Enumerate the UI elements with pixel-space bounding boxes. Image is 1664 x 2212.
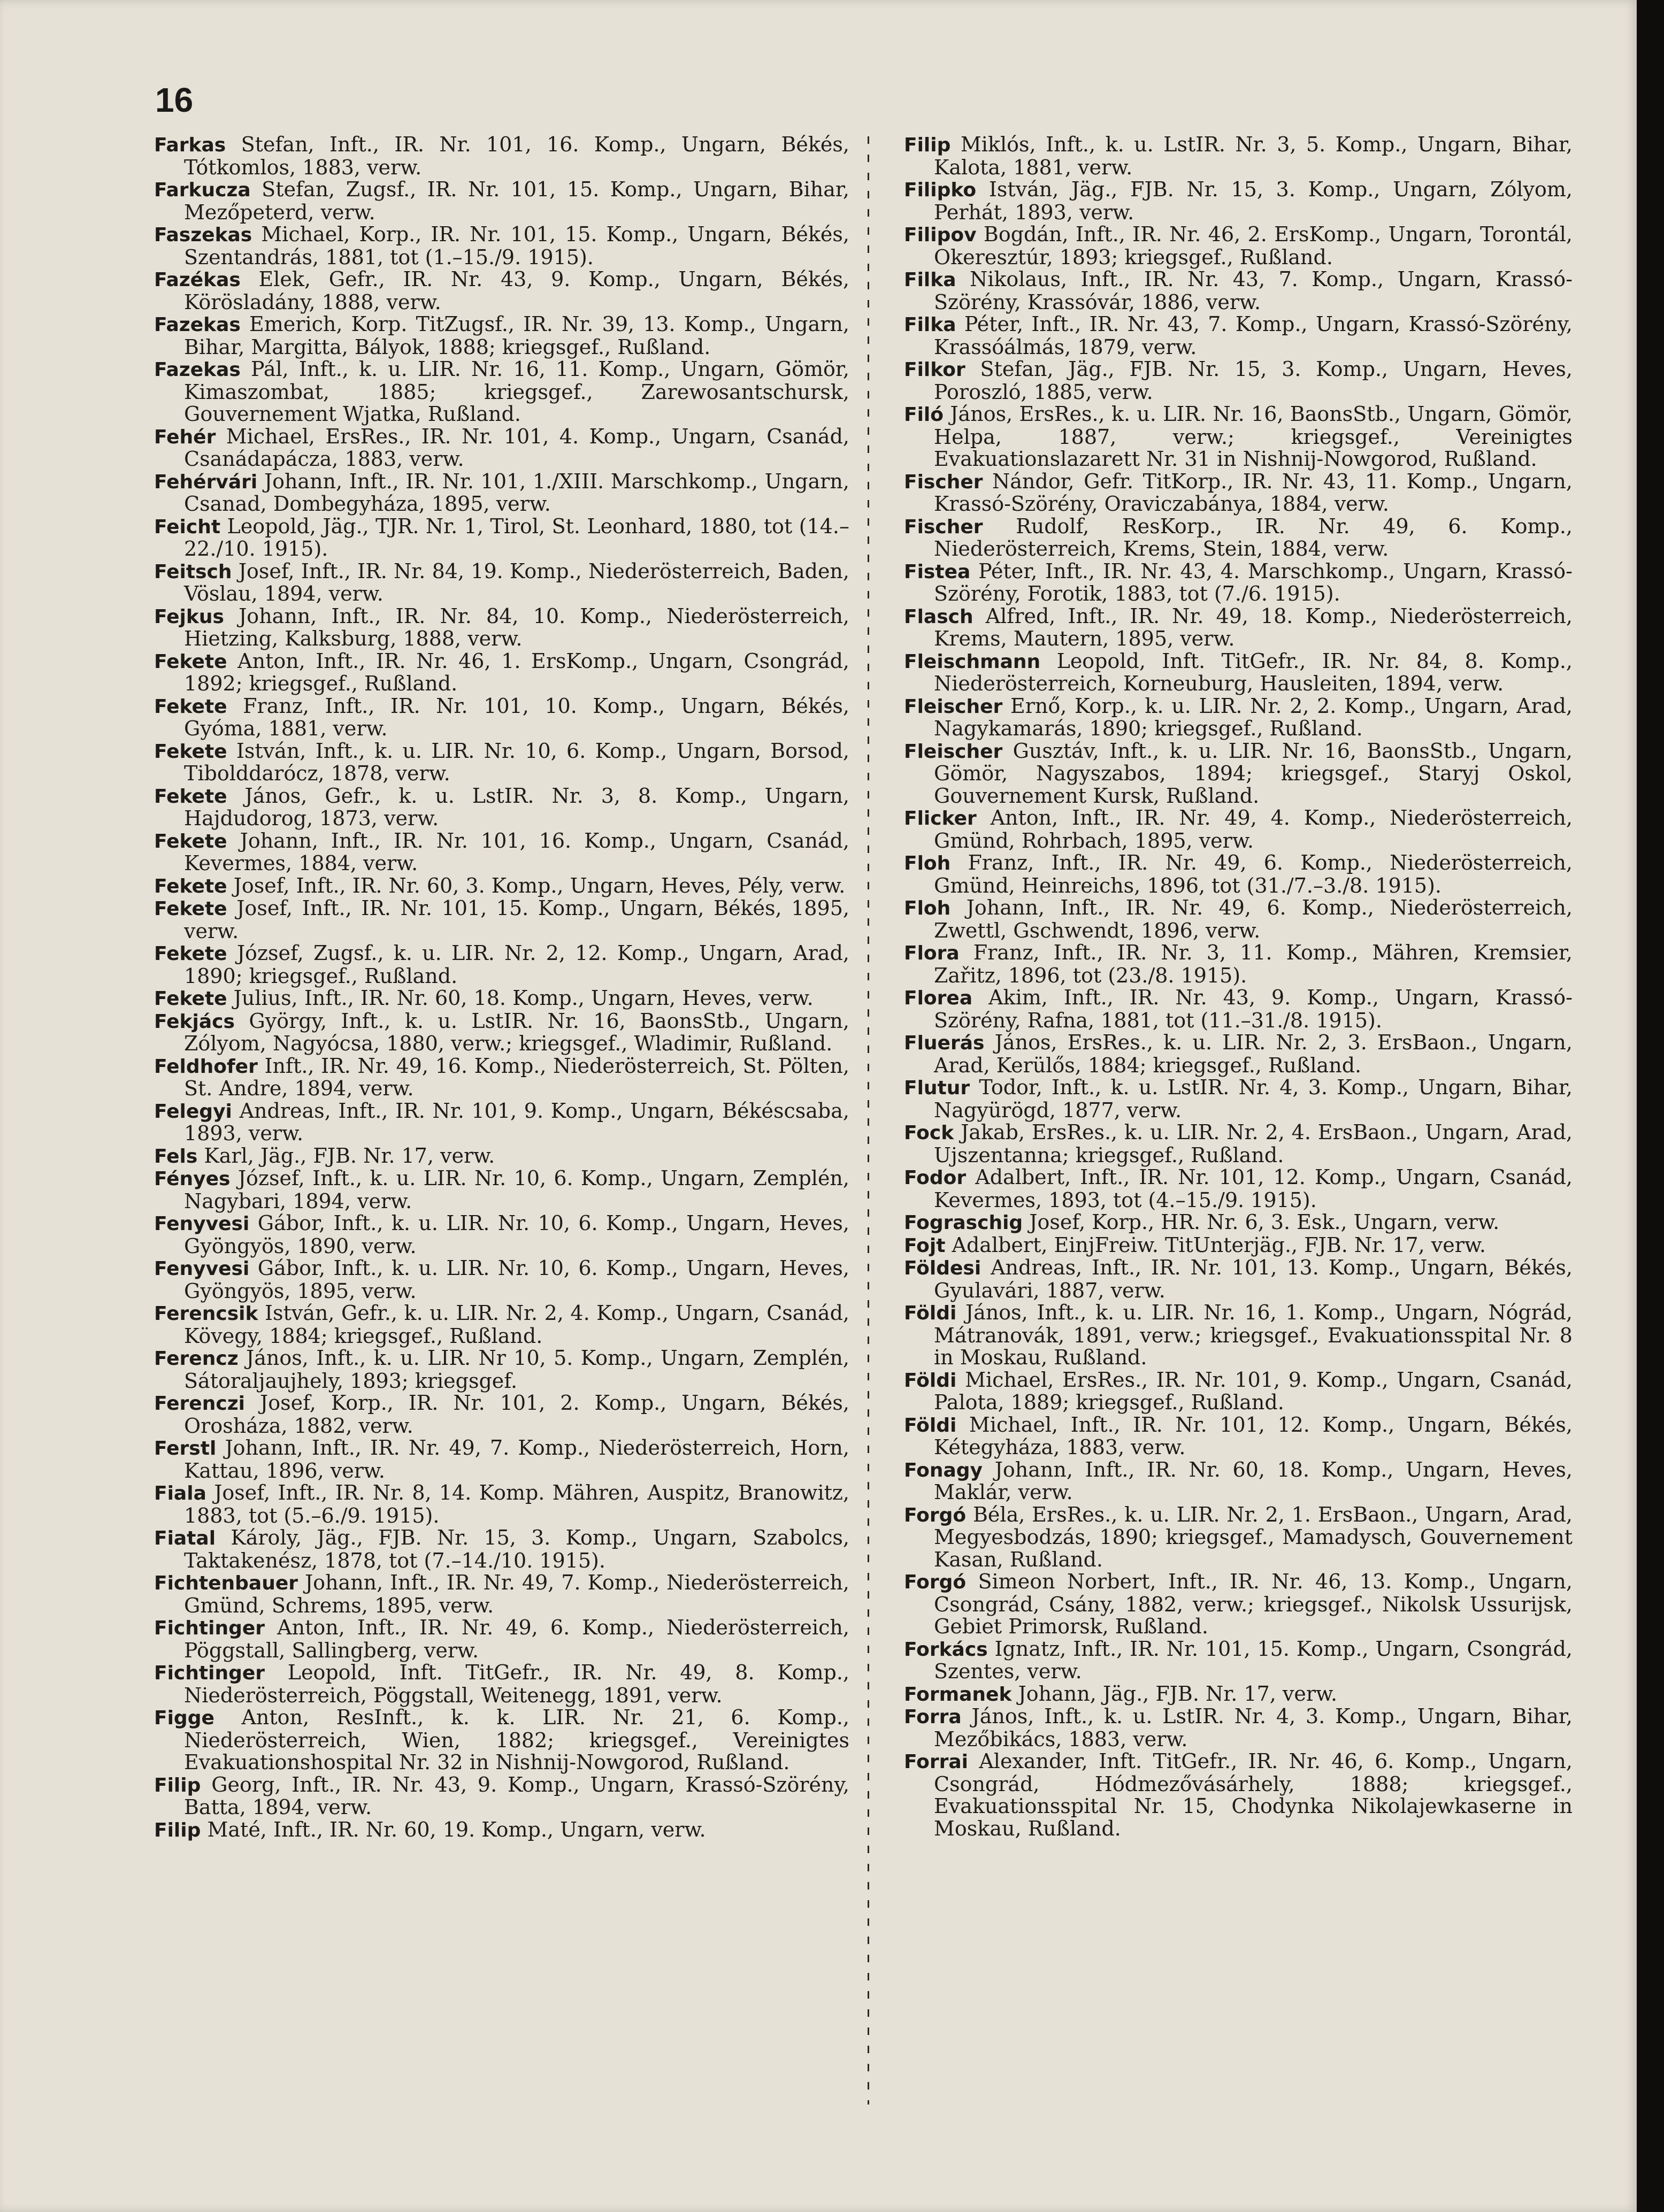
entry-details: Michael, ErsRes., IR. Nr. 101, 4. Komp., Ungarn, Csanád, Csanádapácza, 1883, verw. [184,424,849,471]
directory-entry [154,313,849,358]
directory-entry [904,471,1573,516]
directory-entry [904,268,1573,313]
directory-entry [904,1077,1573,1122]
directory-entry [154,1819,849,1842]
entry-surname: Formanek [904,1683,1012,1706]
directory-entry [904,179,1573,224]
directory-entry [904,1302,1573,1369]
directory-entry [154,358,849,426]
entry-details: Josef, Inft., IR. Nr. 101, 15. Komp., Ungarn, Békés, 1895, verw. [184,896,849,943]
entry-surname: Feldhofer [154,1055,258,1078]
entry-details: Johann, Inft., IR. Nr. 101, 16. Komp., Ungarn, Csanád, Kevermes, 1884, verw. [184,828,849,875]
entry-surname: Filip [904,134,951,156]
entry-details: Gábor, Inft., k. u. LIR. Nr. 10, 6. Komp., Ungarn, Heves, Gyöngyös, 1895, verw. [184,1256,849,1303]
entry-surname: Fekjács [154,1010,235,1033]
entry-surname: Fojt [904,1234,946,1257]
entry-surname: Fekete [154,875,227,897]
entry-details: Stefan, Jäg., FJB. Nr. 15, 3. Komp., Ungarn, Heves, Poroszló, 1885, verw. [934,357,1573,404]
entry-details: Josef, Inft., IR. Nr. 60, 3. Komp., Ungarn, Heves, Pély, verw. [233,873,846,897]
directory-entry [154,268,849,313]
directory-entry [154,785,849,830]
entry-surname: Flutur [904,1077,970,1099]
entry-details: Rudolf, ResKorp., IR. Nr. 49, 6. Komp., Niederösterreich, Krems, Stein, 1884, verw. [934,514,1573,560]
directory-entry [904,1414,1573,1459]
entry-details: Andreas, Inft., IR. Nr. 101, 9. Komp., Ungarn, Békéscsaba, 1893, verw. [184,1099,849,1145]
directory-entry [904,1571,1573,1638]
directory-entry [904,1504,1573,1571]
entry-surname: Feicht [154,516,221,538]
scan-edge [1637,0,1664,2212]
entry-details: Adalbert, Inft., IR. Nr. 101, 12. Komp., Ungarn, Csanád, Kevermes, 1893, tot (4.–15./9. 1915). [934,1165,1573,1212]
directory-entry [904,1750,1573,1840]
directory-entry [154,1055,849,1100]
entry-surname: Fiatal [154,1527,216,1549]
entry-surname: Felegyi [154,1100,232,1123]
entry-details: Nikolaus, Inft., IR. Nr. 43, 7. Komp., Ungarn, Krassó-Szörény, Krassóvár, 1886, verw. [934,267,1573,314]
directory-entry [904,1257,1573,1302]
entry-details: Anton, Inft., IR. Nr. 49, 4. Komp., Niederösterreich, Gmünd, Rohrbach, 1895, verw. [934,806,1573,852]
entry-surname: Fehér [154,426,216,448]
directory-entry [154,134,849,179]
directory-entry [154,1572,849,1617]
directory-entry [904,560,1573,605]
entry-surname: Fleischer [904,740,1003,763]
entry-details: Gábor, Inft., k. u. LIR. Nr. 10, 6. Komp., Ungarn, Heves, Gyöngyös, 1890, verw. [184,1211,849,1258]
directory-entry [154,1617,849,1662]
directory-entry [154,1662,849,1707]
entry-surname: Flasch [904,605,973,628]
directory-entry [154,740,849,785]
entry-details: Stefan, Inft., IR. Nr. 101, 16. Komp., Ungarn, Békés, Tótkomlos, 1883, verw. [184,133,849,179]
directory-entry [154,830,849,875]
directory-entry [904,1166,1573,1211]
directory-entry [904,1032,1573,1077]
directory-entry [154,516,849,560]
entry-details: Stefan, Zugsf., IR. Nr. 101, 15. Komp., Ungarn, Bihar, Mezőpeterd, verw. [184,178,849,224]
entry-surname: Filka [904,269,956,291]
entry-surname: Forrai [904,1751,969,1773]
entry-surname: Forgó [904,1504,967,1526]
directory-entry [154,897,849,942]
entry-details: Josef, Inft., IR. Nr. 84, 19. Komp., Niederösterreich, Baden, Vöslau, 1894, verw. [184,559,849,605]
entry-surname: Fichtenbauer [154,1572,298,1594]
entry-surname: Fazekas [154,359,241,381]
entry-surname: Fleischmann [904,650,1041,673]
directory-entry [904,1211,1573,1234]
directory-entry [154,1774,849,1819]
directory-entry [904,1369,1573,1414]
entry-surname: Fock [904,1122,954,1144]
entry-details: Bogdán, Inft., IR. Nr. 46, 2. ErsKomp., Ungarn, Torontál, Okeresztúr, 1893; kriegsgef., Rußland. [934,222,1573,269]
entry-details: Franz, Inft., IR. Nr. 101, 10. Komp., Ungarn, Békés, Gyóma, 1881, verw. [184,694,849,740]
entry-details: Alfred, Inft., IR. Nr. 49, 18. Komp., Niederösterreich, Krems, Mautern, 1895, verw. [934,604,1573,650]
entry-details: Simeon Norbert, Inft., IR. Nr. 46, 13. Komp., Ungarn, Csongrád, Csány, 1882, verw.; kriegsgef., Nikolsk Ussurijsk, Gebiet Primorsk, Rußland. [934,1570,1573,1638]
entry-details: György, Inft., k. u. LstIR. Nr. 16, BaonsStb., Ungarn, Zólyom, Nagyócsa, 1880, verw.; kriegsgef., Wladimir, Rußland. [184,1009,849,1055]
directory-entry [904,403,1573,471]
entry-details: Akim, Inft., IR. Nr. 43, 9. Komp., Ungarn, Krassó-Szörény, Rafna, 1881, tot (11.–31./8. 1915). [934,986,1573,1032]
entry-details: Maté, Inft., IR. Nr. 60, 19. Komp., Ungarn, verw. [207,1817,706,1841]
entry-surname: Földi [904,1414,957,1437]
entry-surname: Fischer [904,516,983,538]
entry-details: Pál, Inft., k. u. LIR. Nr. 16, 11. Komp., Ungarn, Gömör, Kimaszombat, 1885; kriegsgef., Zarewosantschursk, Gouvernement Wjatka, Rußland. [184,357,849,426]
left-column [154,134,849,1841]
entry-details: Todor, Inft., k. u. LstIR. Nr. 4, 3. Komp., Ungarn, Bihar, Nagyürögd, 1877, verw. [934,1076,1573,1122]
entry-surname: Fazékas [154,269,241,291]
right-column [904,134,1573,1840]
entry-surname: Fiala [154,1483,206,1504]
entry-details: János, ErsRes., k. u. LIR. Nr. 2, 3. ErsBaon., Ungarn, Arad, Kerülős, 1884; kriegsgef., Rußland. [934,1031,1573,1077]
entry-surname: Florea [904,987,973,1009]
entry-details: Inft., IR. Nr. 49, 16. Komp., Niederösterreich, St. Pölten, St. Andre, 1894, verw. [184,1054,849,1100]
entry-details: Károly, Jäg., FJB. Nr. 15, 3. Komp., Ungarn, Szabolcs, Taktakenész, 1878, tot (7.–14./10. 1915). [184,1526,849,1572]
entry-surname: Filip [154,1774,201,1796]
directory-entry [904,358,1573,403]
directory-entry [154,224,849,268]
directory-entry [154,987,849,1010]
page-number: 16 [155,81,194,119]
entry-details: Béla, ErsRes., k. u. LIR. Nr. 2, 1. ErsBaon., Ungarn, Arad, Megyesbodzás, 1890; kriegsgef., Mamadysch, Gouvernement Kasan, Rußland. [934,1502,1573,1571]
directory-entry [904,313,1573,358]
entry-surname: Filó [904,404,944,426]
entry-details: Karl, Jäg., FJB. Nr. 17, verw. [204,1143,495,1168]
entry-details: Ernő, Korp., k. u. LIR. Nr. 2, 2. Komp., Ungarn, Arad, Nagykamarás, 1890; kriegsgef., Rußland. [934,694,1573,740]
entry-surname: Fekete [154,740,227,763]
entry-details: János, Inft., k. u. LIR. Nr 10, 5. Komp., Ungarn, Zemplén, Sátoraljaujhely, 1893; kriegsgef. [184,1346,849,1393]
directory-entry [154,1707,849,1774]
entry-surname: Ferstl [154,1438,217,1460]
entry-details: Johann, Inft., IR. Nr. 49, 7. Komp., Niederösterreich, Gmünd, Schrems, 1895, verw. [184,1571,849,1617]
entry-details: Michael, Inft., IR. Nr. 101, 12. Komp., Ungarn, Békés, Kétegyháza, 1883, verw. [934,1412,1573,1459]
entry-details: Julius, Inft., IR. Nr. 60, 18. Komp., Ungarn, Heves, verw. [233,986,814,1010]
entry-surname: Fekete [154,943,227,965]
directory-entry [904,134,1573,179]
entry-surname: Ferencsik [154,1303,258,1325]
entry-details: Miklós, Inft., k. u. LstIR. Nr. 3, 5. Komp., Ungarn, Bihar, Kalota, 1881, verw. [934,133,1573,179]
directory-entry [154,471,849,516]
entry-details: Franz, Inft., IR. Nr. 49, 6. Komp., Niederösterreich, Gmünd, Heinreichs, 1896, tot (31./7.–3./8. 1915). [934,851,1573,897]
column-divider [868,136,869,2105]
directory-entry [904,1638,1573,1683]
directory-entry [904,650,1573,695]
entry-surname: Fekete [154,898,227,920]
directory-entry [904,1706,1573,1750]
directory-entry [154,426,849,471]
entry-surname: Fonagy [904,1459,983,1481]
entry-details: Michael, Korp., IR. Nr. 101, 15. Komp., Ungarn, Békés, Szentandrás, 1881, tot (1.–15./9. 1915). [184,222,849,269]
entry-surname: Fleischer [904,695,1003,718]
directory-entry [904,987,1573,1032]
entry-details: Johann, Jäg., FJB. Nr. 17, verw. [1018,1681,1338,1706]
entry-details: János, Inft., k. u. LIR. Nr. 16, 1. Komp., Ungarn, Nógrád, Mátranovák, 1891, verw.; kriegsgef., Evakuationsspital Nr. 8 in Moskau, Rußland. [934,1301,1573,1369]
entry-surname: Feitsch [154,560,232,583]
directory-entry [904,942,1573,987]
directory-entry [154,1392,849,1437]
directory-entry [154,1100,849,1145]
entry-details: Leopold, Inft. TitGefr., IR. Nr. 84, 8. Komp., Niederösterreich, Korneuburg, Hausleiten, 1894, verw. [934,649,1573,695]
entry-details: István, Jäg., FJB. Nr. 15, 3. Komp., Ungarn, Zólyom, Perhát, 1893, verw. [934,178,1573,224]
entry-details: József, Zugsf., k. u. LIR. Nr. 2, 12. Komp., Ungarn, Arad, 1890; kriegsgef., Rußland. [184,941,849,988]
entry-details: Josef, Inft., IR. Nr. 8, 14. Komp. Mähren, Auspitz, Branowitz, 1883, tot (5.–6./9. 1915). [184,1481,849,1527]
entry-details: Nándor, Gefr. TitKorp., IR. Nr. 43, 11. Komp., Ungarn, Krassó-Szörény, Oraviczabánya, 1884, verw. [934,469,1573,516]
entry-details: Johann, Inft., IR. Nr. 84, 10. Komp., Niederösterreich, Hietzing, Kalksburg, 1888, verw. [184,604,849,650]
entry-surname: Ferenczi [154,1393,245,1415]
entry-surname: Faszekas [154,224,252,246]
entry-details: Ignatz, Inft., IR. Nr. 101, 15. Komp., Ungarn, Csongrád, Szentes, verw. [934,1637,1573,1683]
directory-entry [154,695,849,740]
entry-surname: Forra [904,1706,962,1728]
entry-surname: Floh [904,852,951,874]
entry-details: Jakab, ErsRes., k. u. LIR. Nr. 2, 4. ErsBaon., Ungarn, Arad, Ujszentanna; kriegsgef., Rußland. [934,1120,1573,1167]
directory-entry [904,1459,1573,1504]
entry-surname: Fekete [154,695,227,718]
directory-entry [154,1212,849,1257]
directory-entry [904,897,1573,942]
entry-surname: Filkor [904,359,965,381]
entry-details: Emerich, Korp. TitZugsf., IR. Nr. 39, 13. Komp., Ungarn, Bihar, Margitta, Bályok, 1888; kriegsgef., Rußland. [184,312,849,359]
entry-details: János, Gefr., k. u. LstIR. Nr. 3, 8. Komp., Ungarn, Hajdudorog, 1873, verw. [184,784,849,830]
entry-surname: Fenyvesi [154,1213,250,1235]
entry-details: Alexander, Inft. TitGefr., IR. Nr. 46, 6. Komp., Ungarn, Csongrád, Hódmezővásárhely, 1888; kriegsgef., Evakuationsspital Nr. 15, Chodynka Nikolajewkaserne in Moskau, Rußland. [934,1749,1573,1840]
entry-surname: Flora [904,942,960,964]
entry-surname: Fekete [154,988,227,1010]
directory-entry [904,516,1573,560]
entry-details: Anton, ResInft., k. k. LIR. Nr. 21, 6. Komp., Niederösterreich, Wien, 1882; kriegsgef., Vereinigtes Evakuationshospital Nr. 32 in Nishnij-Nowgorod, Rußland. [184,1706,849,1774]
directory-entry [154,1482,849,1527]
entry-surname: Filipov [904,224,977,246]
entry-surname: Fichtinger [154,1662,265,1684]
directory-entry [154,1302,849,1347]
directory-entry [154,1437,849,1482]
directory-entry [154,1257,849,1302]
directory-entry [154,1010,849,1055]
entry-surname: Fluerás [904,1032,985,1054]
entry-details: Johann, Inft., IR. Nr. 101, 1./XIII. Marschkomp., Ungarn, Csanad, Dombegyháza, 1895, verw. [184,469,849,516]
entry-surname: Fejkus [154,605,224,628]
directory-entry [904,695,1573,740]
entry-surname: Forkács [904,1638,988,1661]
entry-details: Péter, Inft., IR. Nr. 43, 7. Komp., Ungarn, Krassó-Szörény, Krassóálmás, 1879, verw. [934,312,1573,359]
entry-details: Leopold, Inft. TitGefr., IR. Nr. 49, 8. Komp., Niederösterreich, Pöggstall, Weitenegg, 1891, verw. [184,1661,849,1707]
directory-entry [154,1145,849,1168]
entry-surname: Földi [904,1369,957,1392]
entry-surname: Farkas [154,134,226,156]
directory-entry [904,807,1573,852]
entry-surname: Fekete [154,830,227,852]
entry-details: Anton, Inft., IR. Nr. 46, 1. ErsKomp., Ungarn, Csongrád, 1892; kriegsgef., Rußland. [184,649,849,695]
entry-details: János, ErsRes., k. u. LIR. Nr. 16, BaonsStb., Ungarn, Gömör, Helpa, 1887, verw.; kriegsgef., Vereinigtes Evakuationslazarett Nr. 31 in Nishnij-Nowgorod, Rußland. [934,402,1573,471]
directory-entry [154,605,849,650]
entry-surname: Figge [154,1707,214,1729]
entry-details: János, Inft., k. u. LstIR. Nr. 4, 3. Komp., Ungarn, Bihar, Mezőbikács, 1883, verw. [934,1704,1573,1751]
directory-entry [154,875,849,898]
entry-surname: Fazekas [154,314,241,336]
entry-details: Adalbert, EinjFreiw. TitUnterjäg., FJB. Nr. 17, verw. [952,1233,1486,1257]
entry-details: István, Inft., k. u. LIR. Nr. 10, 6. Komp., Ungarn, Borsod, Tibolddarócz, 1878, verw. [184,739,849,785]
directory-entry [904,1683,1573,1706]
entry-surname: Fischer [904,471,983,493]
directory-entry [904,1234,1573,1257]
entry-details: Michael, ErsRes., IR. Nr. 101, 9. Komp., Ungarn, Csanád, Palota, 1889; kriegsgef., Rußland. [934,1368,1573,1414]
entry-surname: Fodor [904,1167,967,1189]
directory-entry [904,605,1573,650]
entry-details: Andreas, Inft., IR. Nr. 101, 13. Komp., Ungarn, Békés, Gyulavári, 1887, verw. [934,1256,1573,1302]
entry-details: Josef, Korp., HR. Nr. 6, 3. Esk., Ungarn, verw. [1029,1210,1500,1234]
entry-surname: Földesi [904,1257,981,1279]
entry-details: Franz, Inft., IR. Nr. 3, 11. Komp., Mähren, Kremsier, Zařitz, 1896, tot (23./8. 1915). [934,941,1573,987]
directory-entry [154,1168,849,1212]
entry-surname: Fels [154,1145,198,1168]
entry-details: Péter, Inft., IR. Nr. 43, 4. Marschkomp., Ungarn, Krassó-Szörény, Forotik, 1883, tot (7./6. 1915). [934,559,1573,605]
directory-entry [904,852,1573,897]
entry-surname: Filip [154,1819,201,1841]
directory-entry [154,560,849,605]
entry-details: István, Gefr., k. u. LIR. Nr. 2, 4. Komp., Ungarn, Csanád, Kövegy, 1884; kriegsgef., Rußland. [184,1301,849,1348]
directory-entry [904,224,1573,268]
entry-details: József, Inft., k. u. LIR. Nr. 10, 6. Komp., Ungarn, Zemplén, Nagybari, 1894, verw. [184,1166,849,1213]
entry-surname: Forgó [904,1571,967,1593]
entry-details: Johann, Inft., IR. Nr. 49, 6. Komp., Niederösterreich, Zwettl, Gschwendt, 1896, verw. [934,896,1573,942]
directory-entry [154,1347,849,1392]
entry-surname: Filipko [904,179,977,201]
entry-details: Leopold, Jäg., TJR. Nr. 1, Tirol, St. Leonhard, 1880, tot (14.–22./10. 1915). [184,514,849,560]
directory-entry [904,1122,1573,1166]
entry-surname: Flicker [904,808,977,830]
entry-details: Georg, Inft., IR. Nr. 43, 9. Komp., Ungarn, Krassó-Szörény, Batta, 1894, verw. [184,1772,849,1819]
entry-surname: Fograschig [904,1212,1023,1234]
directory-entry [154,942,849,987]
entry-details: Josef, Korp., IR. Nr. 101, 2. Komp., Ungarn, Békés, Orosháza, 1882, verw. [184,1391,849,1438]
entry-surname: Fekete [154,650,227,673]
entry-surname: Fényes [154,1168,231,1190]
entry-surname: Floh [904,897,951,919]
entry-surname: Fenyvesi [154,1258,250,1280]
entry-surname: Filka [904,314,956,336]
directory-entry [154,1527,849,1572]
entry-details: Johann, Inft., IR. Nr. 49, 7. Komp., Niederösterreich, Horn, Kattau, 1896, verw. [184,1436,849,1483]
directory-entry [154,650,849,695]
entry-surname: Földi [904,1302,957,1324]
entry-details: Johann, Inft., IR. Nr. 60, 18. Komp., Ungarn, Heves, Maklár, verw. [934,1457,1573,1504]
directory-entry [154,179,849,224]
entry-details: Elek, Gefr., IR. Nr. 43, 9. Komp., Ungarn, Békés, Körösladány, 1888, verw. [184,267,849,314]
entry-surname: Fekete [154,785,227,808]
entry-surname: Fistea [904,560,971,583]
entry-details: Anton, Inft., IR. Nr. 49, 6. Komp., Niederösterreich, Pöggstall, Sallingberg, verw. [184,1616,849,1662]
entry-surname: Ferencz [154,1348,239,1370]
entry-surname: Fichtinger [154,1617,265,1639]
entry-details: Gusztáv, Inft., k. u. LIR. Nr. 16, BaonsStb., Ungarn, Gömör, Nagyszabos, 1894; kriegsgef., Staryj Oskol, Gouvernement Kursk, Rußland. [934,739,1573,808]
entry-surname: Fehérvári [154,471,258,493]
entry-surname: Farkucza [154,179,251,201]
directory-entry [904,740,1573,808]
